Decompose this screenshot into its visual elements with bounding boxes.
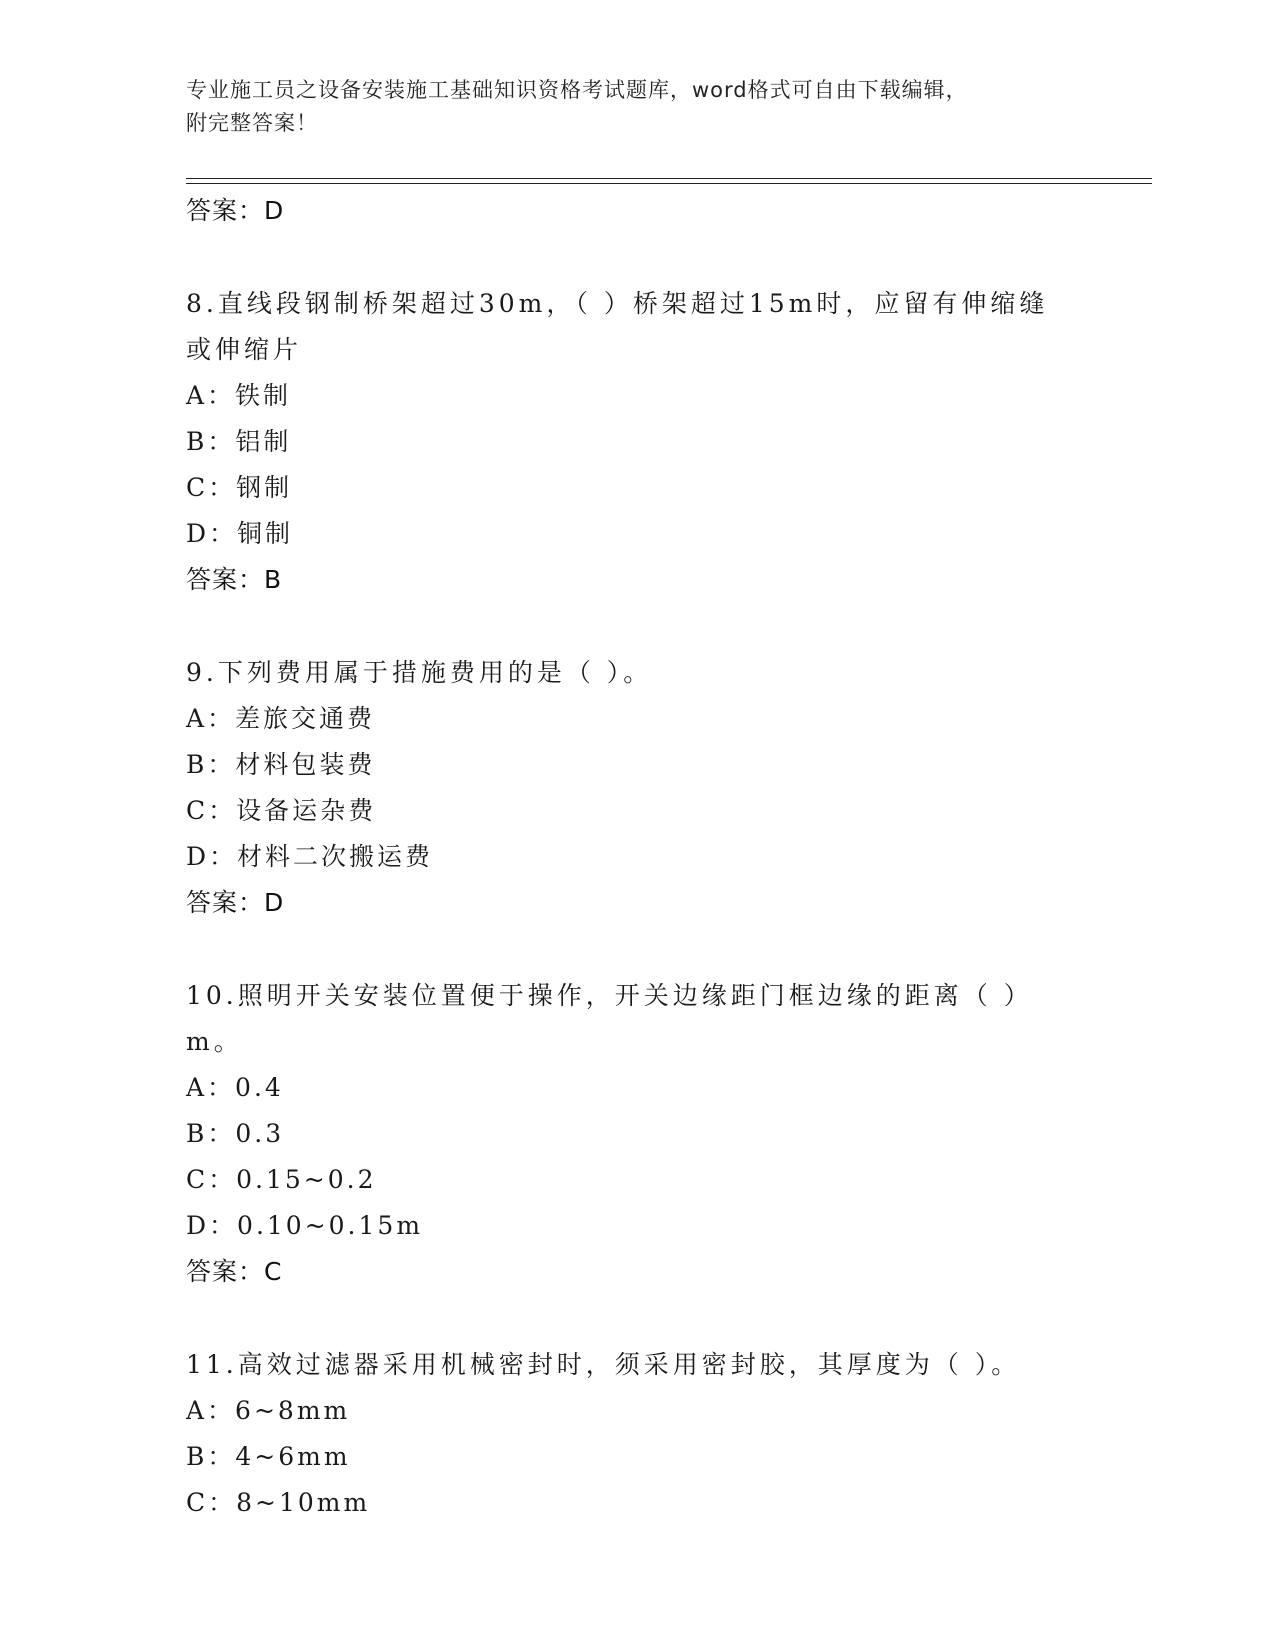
- option-c: C：8~10mm: [186, 1488, 371, 1517]
- option-c: C：设备运杂费: [186, 796, 377, 825]
- question-block: [186, 281, 1152, 603]
- answer-line: 答案：B: [186, 565, 283, 594]
- question-block: [186, 1342, 1152, 1526]
- answer-line: 答案：C: [186, 1257, 283, 1286]
- question-block: [186, 650, 1152, 926]
- question-spacer: [186, 1295, 1152, 1342]
- option-d: D：铜制: [186, 519, 294, 548]
- document-header: [186, 74, 1056, 140]
- header-divider-bottom: [186, 183, 1152, 184]
- question-text: 11.高效过滤器采用机械密封时，须采用密封胶，其厚度为（ ）。: [186, 1350, 1021, 1379]
- question-spacer: [186, 926, 1152, 973]
- option-c: C：钢制: [186, 473, 293, 502]
- question-block: [186, 973, 1152, 1295]
- option-a: A：差旅交通费: [186, 704, 376, 733]
- option-b: B：铝制: [186, 427, 292, 456]
- option-a: A：铁制: [186, 381, 292, 410]
- option-a: A：0.4: [186, 1073, 284, 1102]
- answer-line: 答案：D: [186, 196, 285, 225]
- question-list: [186, 188, 1152, 1526]
- option-c: C：0.15~0.2: [186, 1165, 377, 1194]
- question-text: 8.直线段钢制桥架超过30m，（ ）桥架超过15m时，应留有伸缩缝或伸缩片: [186, 289, 1049, 364]
- header-divider-top: [186, 178, 1152, 179]
- option-b: B：0.3: [186, 1119, 285, 1148]
- question-spacer: [186, 234, 1152, 281]
- header-line-2: 附完整答案！: [186, 111, 318, 135]
- answer-line: 答案：D: [186, 888, 285, 917]
- option-d: D：材料二次搬运费: [186, 842, 434, 871]
- question-spacer: [186, 603, 1152, 650]
- option-a: A：6~8mm: [186, 1396, 351, 1425]
- option-b: B：4~6mm: [186, 1442, 351, 1471]
- header-line-1: 专业施工员之设备安装施工基础知识资格考试题库，word格式可自由下载编辑，: [186, 78, 968, 102]
- question-text: 10.照明开关安装位置便于操作，开关边缘距门框边缘的距离（ ）m。: [186, 981, 1033, 1056]
- question-text: 9.下列费用属于措施费用的是（ ）。: [186, 658, 653, 687]
- option-b: B：材料包装费: [186, 750, 376, 779]
- option-d: D：0.10~0.15m: [186, 1211, 424, 1240]
